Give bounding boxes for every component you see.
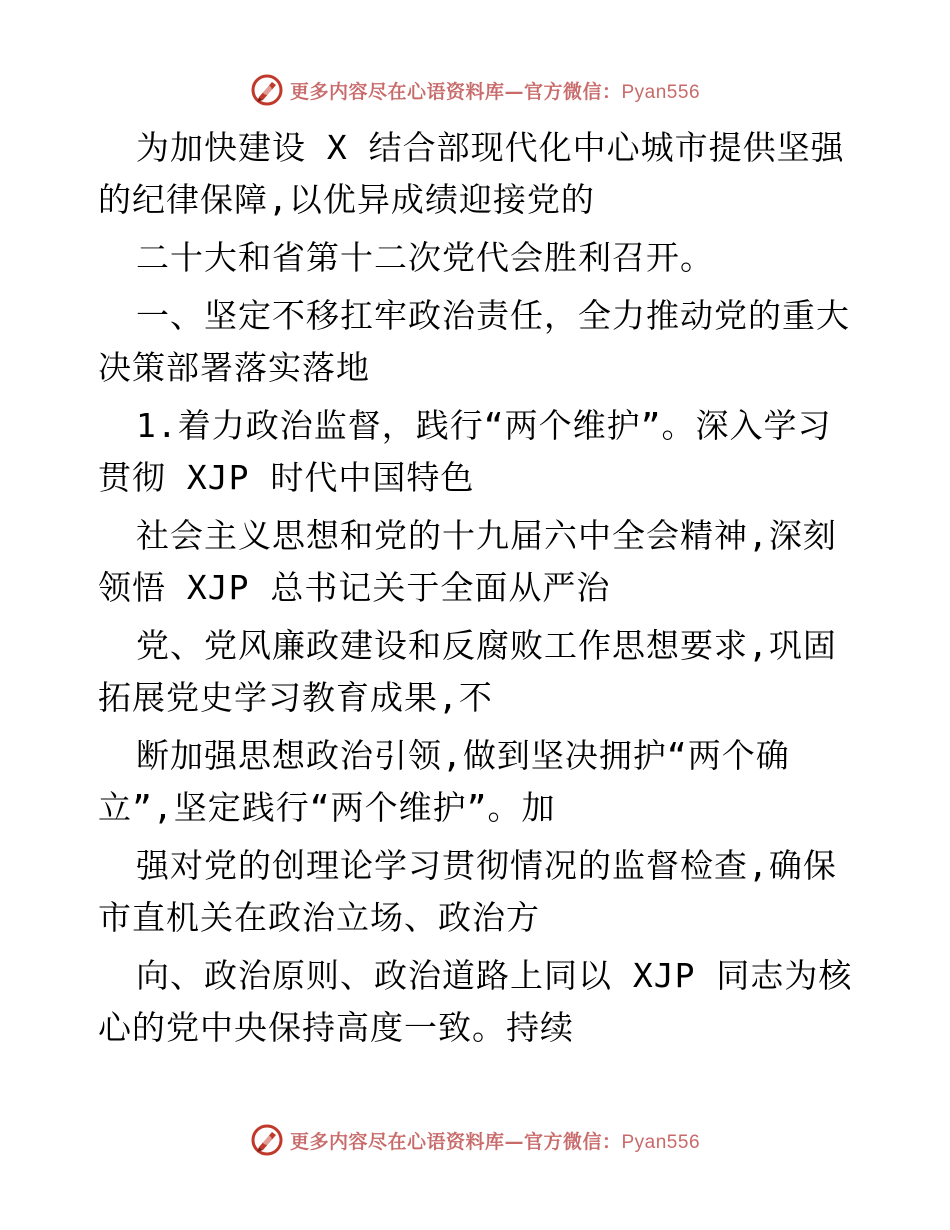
watermark-text: 更多内容尽在心语资料库—官方微信：Pyan556 bbox=[289, 80, 701, 103]
wechat-id: Pyan556 bbox=[621, 1131, 701, 1153]
text-line: 立”,坚定践行“两个维护”。加 bbox=[98, 788, 556, 827]
paragraph bbox=[98, 122, 858, 226]
text-line: 为加快建设 X 结合部现代化中心城市提供坚强 bbox=[136, 128, 845, 167]
paragraph bbox=[98, 290, 858, 394]
paragraph bbox=[98, 232, 858, 284]
text-line: 心的党中央保持高度一致。持续 bbox=[98, 1008, 574, 1047]
watermark-text: 更多内容尽在心语资料库—官方微信：Pyan556 bbox=[289, 1130, 701, 1153]
text-line: 二十大和省第十二次党代会胜利召开。 bbox=[136, 238, 714, 277]
text-line: 一、坚定不移扛牢政治责任，全力推动党的重大 bbox=[136, 296, 850, 335]
paragraph bbox=[98, 620, 858, 724]
paragraph bbox=[98, 730, 858, 834]
text-line: 的纪律保障,以优异成绩迎接党的 bbox=[98, 180, 595, 219]
pen-logo-icon bbox=[250, 1123, 284, 1157]
text-line: 向、政治原则、政治道路上同以 XJP 同志为核 bbox=[136, 956, 853, 995]
text-line: 强对党的创理论学习贯彻情况的监督检查,确保 bbox=[136, 846, 837, 885]
text-line: 贯彻 XJP 时代中国特色 bbox=[98, 458, 475, 497]
wechat-id: Pyan556 bbox=[621, 81, 701, 103]
watermark-banner bbox=[250, 1123, 700, 1157]
footer-watermark bbox=[0, 1120, 950, 1160]
header-watermark bbox=[0, 70, 950, 110]
document-body bbox=[98, 122, 858, 1054]
paragraph bbox=[98, 840, 858, 944]
paragraph bbox=[98, 950, 858, 1054]
text-line: 领悟 XJP 总书记关于全面从严治 bbox=[98, 568, 611, 607]
watermark-banner bbox=[250, 73, 700, 107]
text-line: 1.着力政治监督，践行“两个维护”。深入学习 bbox=[136, 406, 832, 445]
paragraph bbox=[98, 400, 858, 504]
text-line: 断加强思想政治引领,做到坚决拥护“两个确 bbox=[136, 736, 790, 775]
pen-logo-icon bbox=[250, 73, 284, 107]
text-line: 拓展党史学习教育成果,不 bbox=[98, 678, 493, 717]
text-line: 社会主义思想和党的十九届六中全会精神,深刻 bbox=[136, 516, 837, 555]
text-line: 党、党风廉政建设和反腐败工作思想要求,巩固 bbox=[136, 626, 837, 665]
text-line: 市直机关在政治立场、政治方 bbox=[98, 898, 540, 937]
text-line: 决策部署落实落地 bbox=[98, 348, 370, 387]
paragraph bbox=[98, 510, 858, 614]
